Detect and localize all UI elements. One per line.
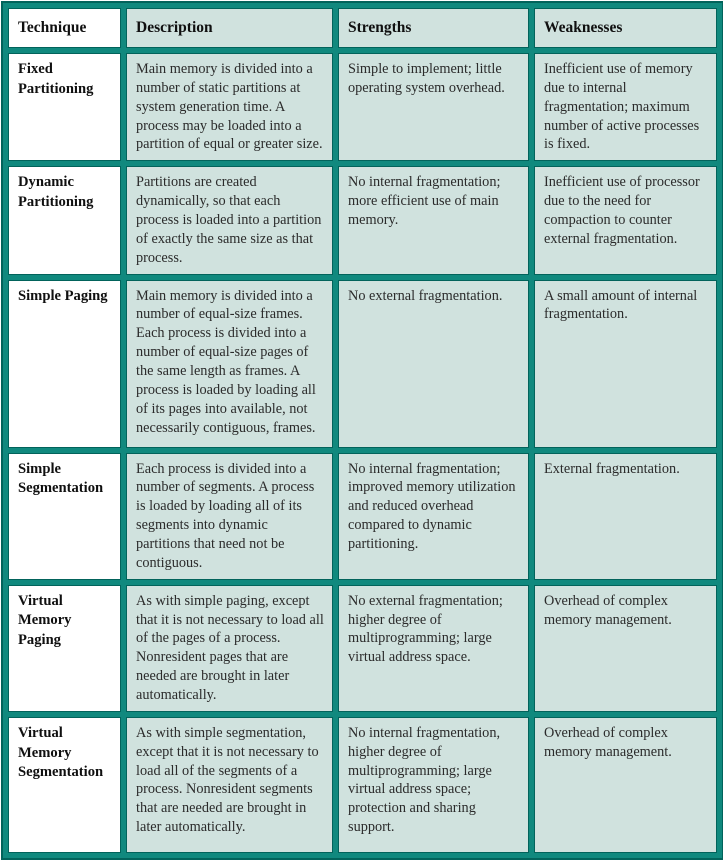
memory-management-techniques-table — [1, 1, 723, 860]
column-header-weaknesses: Weaknesses — [534, 8, 717, 48]
description-cell: Main memory is divided into a number of equal-size frames. Each process is divided into a number of equal-size pages of the same length as frames. A process is loaded by loading all of its pages into available, not necessarily contiguous, frames. — [126, 280, 333, 448]
technique-cell: Dynamic Partitioning — [8, 166, 121, 274]
table-row-virtual-memory-segmentation — [8, 717, 717, 853]
table-row-simple-segmentation — [8, 453, 717, 580]
column-header-description: Description — [126, 8, 333, 48]
description-cell: As with simple paging, except that it is not necessary to load all of the pages of a process. Nonresident pages that are needed are brought in later automatically. — [126, 585, 333, 712]
description-cell: Main memory is divided into a number of static partitions at system generation time. A process may be loaded into a partition of equal or greater size. — [126, 53, 333, 161]
column-header-strengths: Strengths — [338, 8, 529, 48]
weaknesses-cell: Inefficient use of processor due to the need for compaction to counter external fragmentation. — [534, 166, 717, 274]
weaknesses-cell: External fragmentation. — [534, 453, 717, 580]
strengths-cell: No external fragmentation; higher degree of multiprogramming; large virtual address space. — [338, 585, 529, 712]
weaknesses-cell: A small amount of internal fragmentation. — [534, 280, 717, 448]
strengths-cell: Simple to implement; little operating system overhead. — [338, 53, 529, 161]
strengths-cell: No internal fragmentation, higher degree of multiprogramming; large virtual address space; protection and sharing support. — [338, 717, 529, 853]
weaknesses-cell: Inefficient use of memory due to internal fragmentation; maximum number of active processes is fixed. — [534, 53, 717, 161]
table-row-fixed-partitioning — [8, 53, 717, 161]
header-row — [8, 8, 717, 48]
description-cell: As with simple segmentation, except that it is not necessary to load all of the segments of a process. Nonresident segments that are needed are brought in later automatically. — [126, 717, 333, 853]
table-row-virtual-memory-paging — [8, 585, 717, 712]
weaknesses-cell: Overhead of complex memory management. — [534, 717, 717, 853]
description-cell: Partitions are created dynamically, so that each process is loaded into a partition of exactly the same size as that process. — [126, 166, 333, 274]
weaknesses-cell: Overhead of complex memory management. — [534, 585, 717, 712]
description-cell: Each process is divided into a number of segments. A process is loaded by loading all of its segments into dynamic partitions that need not be contiguous. — [126, 453, 333, 580]
column-header-technique: Technique — [8, 8, 121, 48]
technique-cell: Virtual Memory Segmentation — [8, 717, 121, 853]
table-row-dynamic-partitioning — [8, 166, 717, 274]
technique-cell: Simple Segmentation — [8, 453, 121, 580]
technique-cell: Simple Paging — [8, 280, 121, 448]
technique-cell: Virtual Memory Paging — [8, 585, 121, 712]
strengths-cell: No internal fragmentation; more efficient use of main memory. — [338, 166, 529, 274]
strengths-cell: No external fragmentation. — [338, 280, 529, 448]
strengths-cell: No internal fragmentation; improved memory utilization and reduced overhead compared to dynamic partitioning. — [338, 453, 529, 580]
technique-cell: Fixed Partitioning — [8, 53, 121, 161]
table-row-simple-paging — [8, 280, 717, 448]
